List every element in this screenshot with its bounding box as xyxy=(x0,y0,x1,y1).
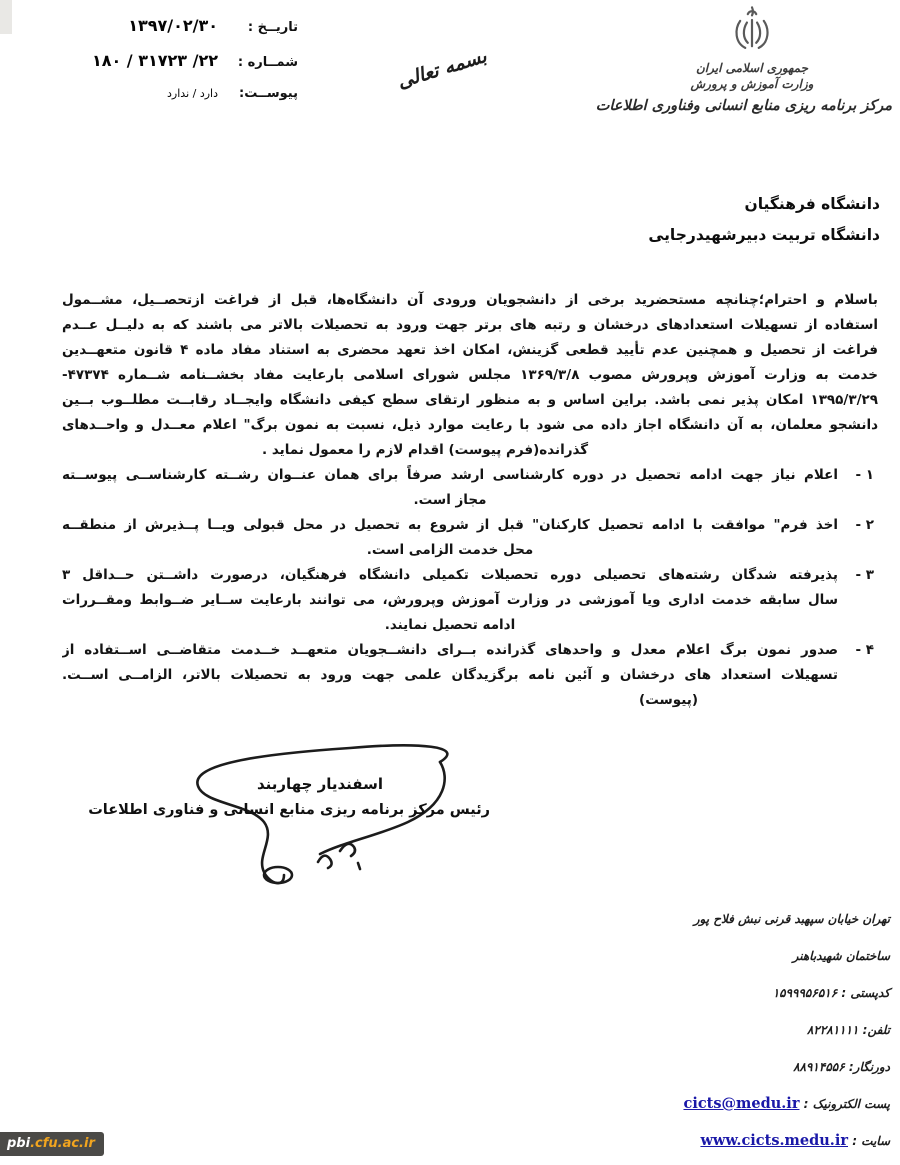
address-line-2: ساختمان شهیدباهنر xyxy=(792,949,890,963)
list-item-3 xyxy=(62,563,878,638)
signature-block xyxy=(88,771,490,823)
postal-code-row xyxy=(683,982,890,1004)
body-line: ۱۳۹۵/۳/۲۹ امکان پذیر نمی باشد. براین اساس و به منظور ارتقای سطح کیفی دانشگاه وایجــاد رقابــت مطلــوب بــین xyxy=(62,392,878,408)
item-line: اخذ فرم" موافقت با ادامه تحصیل کارکنان" قبل از شروع به تحصیل در محل قبولی ویــا پــذیرش از منطقــه xyxy=(62,517,838,533)
fax-row xyxy=(683,1056,890,1078)
iran-emblem-icon xyxy=(725,4,779,58)
item-number: ۳ - xyxy=(855,567,874,583)
item-line: اعلام نیاز جهت ادامه تحصیل در دوره کارشناسی ارشد صرفاً برای همان عنــوان رشــته کارشناســی پیوســته xyxy=(62,467,838,483)
attachment-row xyxy=(58,86,298,101)
phone-label: تلفن: xyxy=(862,1023,890,1037)
item-line: (پیوست) xyxy=(639,692,698,708)
signer-title: رئیس مرکز برنامه ریزی منابع انسانی و فناوری اطلاعات xyxy=(88,802,490,818)
number-label: شمــاره : xyxy=(237,55,298,70)
signature-scribble xyxy=(168,742,478,912)
watermark-badge xyxy=(0,1132,104,1156)
item-line: مجاز است. xyxy=(413,492,487,508)
list-item-4 xyxy=(62,638,878,713)
website-link[interactable]: www.cicts.medu.ir xyxy=(700,1132,848,1149)
letter-footer xyxy=(683,908,890,1165)
item-number: ۱ - xyxy=(855,467,874,483)
postal-code-value: ۱۵۹۹۹۵۶۵۱۶ xyxy=(772,986,838,1000)
item-line: سال سابقه خدمت اداری ویا آموزشی در وزارت آموزش وپرورش، می توانند بارعایت ســایر ضــوابط ومقــررات xyxy=(62,592,838,608)
item-line: ادامه تحصیل نمایند. xyxy=(384,617,516,633)
recipient-shahid-rajaee: دانشگاه تربیت دبیرشهیدرجایی xyxy=(648,226,880,244)
website-label: سایت : xyxy=(852,1134,890,1148)
item-line: صدور نمون برگ اعلام معدل و واحدهای گذرانده بــرای دانشــجویان متعهــد خــدمت متقاضــی اســتفاده از xyxy=(62,642,838,658)
postal-code-label: کدپستی : xyxy=(841,986,890,1000)
date-value: ۱۳۹۷/۰۲/۳۰ xyxy=(128,16,218,35)
recipient-farhangian: دانشگاه فرهنگیان xyxy=(744,195,880,213)
item-number: ۲ - xyxy=(855,517,874,533)
item-line: تسهیلات استعداد های درخشان و آئین نامه برگزیدگان علمی جهت ورود به تحصیلات بالاتر، الزامــی اســت. xyxy=(62,667,838,683)
phone-value: ۸۲۲۸۱۱۱۱ xyxy=(806,1023,859,1037)
body-line: فراغت از تحصیل و همچنین عدم تأیید قطعی گزینش، امکان اخذ تعهد محضری به استناد مفاد ماده ۴ قانون متعهــدین xyxy=(62,342,878,358)
number-row xyxy=(58,51,298,70)
email-label: پست الکترونیک : xyxy=(803,1097,890,1111)
body-line: دانشجو معلمان، به آن دانشگاه اجاز داده می شود با رعایت موارد ذیل، نسبت به نمون برگ" اعلام معــدل و واحــدهای xyxy=(62,417,878,433)
body-line: استفاده از تسهیلات استعدادهای درخشان و رتبه های برتر جهت ورود به تحصیلات بالاتر می باشند که به دلیــل عــدم xyxy=(62,317,878,333)
signer-name: اسفندیار چهاربند xyxy=(257,775,383,793)
date-label: تاريــخ : xyxy=(247,20,298,35)
letter-body xyxy=(62,288,878,713)
website-row xyxy=(683,1130,890,1152)
watermark-suffix: .cfu.ac.ir xyxy=(30,1136,95,1151)
recipients xyxy=(648,189,880,251)
address-line-1: تهران خیابان سپهبد قرنی نبش فلاح پور xyxy=(693,912,890,926)
org-ministry: وزارت آموزش و پرورش xyxy=(690,77,814,91)
scan-artifact xyxy=(0,0,12,34)
letterhead xyxy=(595,4,892,114)
email-row xyxy=(683,1093,890,1115)
org-country: جمهوری اسلامی ایران xyxy=(695,61,809,75)
fax-value: ۸۸۹۱۴۵۵۶ xyxy=(793,1060,845,1074)
body-line: گذرانده(فرم پیوست) اقدام لازم را معمول نماید . xyxy=(262,442,589,458)
item-number: ۴ - xyxy=(855,642,874,658)
letter-meta xyxy=(58,16,298,117)
org-center: مرکز برنامه ریزی منابع انسانی وفناوری اطلاعات xyxy=(595,98,892,114)
item-line: محل خدمت الزامی است. xyxy=(366,542,534,558)
date-row xyxy=(58,16,298,35)
attachment-value: دارد / ندارد xyxy=(167,87,218,100)
list-item-1 xyxy=(62,463,878,513)
bismillah-text: بسمه تعالی xyxy=(394,45,490,93)
number-value: ۱۸۰ / ۳۱۷۲۳ /۲۲ xyxy=(91,51,218,70)
email-link[interactable]: cicts@medu.ir xyxy=(683,1095,800,1112)
list-item-2 xyxy=(62,513,878,563)
item-line: پذیرفته شدگان رشته‌های تحصیلی دوره تحصیلات تکمیلی دانشگاه فرهنگیان، درصورت داشــتن حــداقل ۳ xyxy=(62,567,838,583)
attachment-label: پيوســت: xyxy=(239,86,298,101)
body-line: خدمت به وزارت آموزش وپرورش مصوب ۱۳۶۹/۳/۸ مجلس شورای اسلامی بارعایت مفاد بخشــنامه شــماره ۴۷۳۷۴- xyxy=(62,367,878,383)
fax-label: دورنگار: xyxy=(848,1060,890,1074)
phone-row xyxy=(683,1019,890,1041)
body-line: باسلام و احترام؛چنانچه مستحضرید برخی از دانشجویان ورودی آن دانشگاه‌ها، قبل از فراغت ازتحصــیل، مشــمول xyxy=(62,292,878,308)
watermark-prefix: pbi xyxy=(7,1136,31,1151)
